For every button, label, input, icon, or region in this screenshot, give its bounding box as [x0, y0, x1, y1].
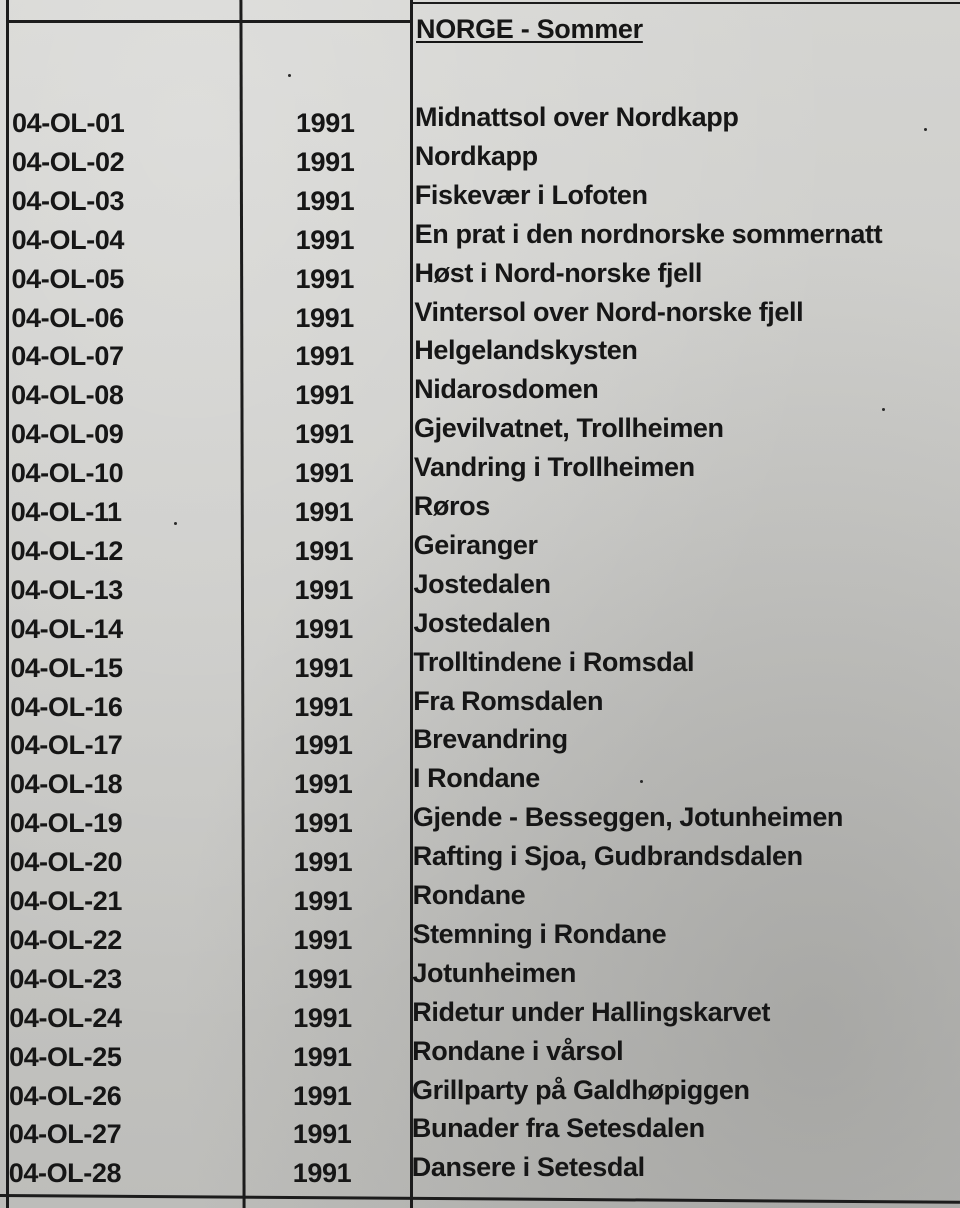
table-row — [0, 568, 959, 611]
table-row — [0, 218, 960, 261]
catalog-code: 04-OL-01 — [12, 108, 125, 138]
catalog-year: 1991 — [295, 185, 355, 216]
table-row — [0, 529, 959, 572]
catalog-title: Jotunheimen — [412, 957, 576, 988]
catalog-code: 04-OL-10 — [10, 458, 124, 489]
catalog-code: 04-OL-20 — [9, 847, 123, 878]
catalog-code: 04-OL-12 — [10, 535, 124, 566]
catalog-code: 04-OL-19 — [9, 808, 123, 839]
catalog-year: 1991 — [293, 1002, 352, 1033]
catalog-code: 04-OL-13 — [10, 574, 123, 605]
catalog-year: 1991 — [293, 847, 353, 878]
table-row — [0, 102, 960, 144]
print-speck — [640, 780, 643, 783]
catalog-year: 1991 — [294, 497, 354, 527]
catalog-code: 04-OL-09 — [11, 419, 124, 450]
catalog-title: Brevandring — [413, 724, 568, 755]
catalog-code: 04-OL-06 — [11, 302, 124, 333]
section-title: NORGE - Sommer — [416, 14, 643, 44]
catalog-year: 1991 — [293, 769, 353, 800]
catalog-title: Stemning i Rondane — [412, 918, 667, 949]
table-row — [0, 1074, 957, 1117]
catalog-title: Rafting i Sjoa, Gudbrandsdalen — [412, 841, 803, 872]
catalog-code: 04-OL-27 — [8, 1119, 122, 1150]
catalog-year: 1991 — [294, 613, 353, 644]
catalog-year: 1991 — [293, 963, 352, 994]
catalog-title: Trolltindene i Romsdal — [413, 646, 695, 677]
table-row — [0, 257, 960, 300]
print-speck — [882, 408, 885, 411]
catalog-code: 04-OL-04 — [11, 224, 124, 255]
table-row — [0, 607, 958, 650]
table-row — [0, 841, 958, 883]
catalog-title: Høst i Nord-norske fjell — [414, 257, 702, 288]
catalog-title: Helgelandskysten — [414, 335, 638, 366]
table-row — [0, 296, 959, 339]
catalog-code: 04-OL-28 — [8, 1158, 122, 1189]
catalog-title: Gjende - Besseggen, Jotunheimen — [412, 802, 844, 833]
catalog-code: 04-OL-25 — [9, 1041, 122, 1072]
catalog-code: 04-OL-15 — [10, 652, 123, 683]
catalog-title: Grillparty på Galdhøpiggen — [412, 1074, 750, 1105]
catalog-year: 1991 — [292, 1119, 352, 1150]
catalog-code: 04-OL-24 — [9, 1002, 122, 1033]
catalog-code: 04-OL-07 — [11, 341, 124, 372]
catalog-year: 1991 — [294, 458, 354, 489]
table-row — [0, 880, 958, 922]
table-row — [0, 491, 959, 533]
table-row — [0, 724, 958, 766]
catalog-title: Jostedalen — [413, 607, 551, 638]
catalog-year: 1991 — [295, 302, 354, 333]
table-row — [0, 452, 959, 494]
catalog-title: Jostedalen — [413, 568, 551, 599]
catalog-title: Bunader fra Setesdalen — [411, 1113, 705, 1144]
catalog-title: Midnattsol over Nordkapp — [415, 102, 739, 132]
catalog-code: 04-OL-23 — [9, 963, 122, 994]
catalog-year: 1991 — [293, 924, 352, 955]
table-row — [0, 918, 957, 961]
catalog-title: Røros — [413, 491, 490, 521]
catalog-year: 1991 — [296, 108, 355, 138]
catalog-code: 04-OL-11 — [10, 497, 122, 527]
catalog-year: 1991 — [294, 535, 354, 566]
table-row — [0, 1152, 957, 1194]
catalog-title: Geiranger — [413, 529, 538, 560]
catalog-title: Dansere i Setesdal — [411, 1152, 645, 1183]
catalog-year: 1991 — [294, 652, 353, 683]
table-row — [0, 335, 959, 377]
catalog-year: 1991 — [293, 1080, 352, 1111]
catalog-year: 1991 — [295, 419, 354, 450]
table-row — [0, 179, 960, 222]
catalog-year: 1991 — [295, 263, 354, 294]
catalog-code: 04-OL-17 — [10, 730, 123, 761]
print-speck — [174, 522, 177, 525]
table-row — [0, 1113, 957, 1155]
table-row — [0, 802, 958, 844]
catalog-title: Nordkapp — [414, 140, 538, 171]
catalog-title: Rondane — [412, 880, 526, 910]
table-row — [0, 140, 960, 183]
table-row — [0, 763, 958, 805]
catalog-year: 1991 — [293, 808, 353, 839]
table-row — [0, 996, 957, 1039]
catalog-title: Fra Romsdalen — [413, 685, 604, 716]
table-row — [0, 374, 959, 416]
catalog-code: 04-OL-02 — [11, 146, 125, 177]
catalog-year: 1991 — [292, 1158, 352, 1189]
catalog-year: 1991 — [293, 886, 353, 916]
catalog-title: En prat i den nordnorske sommernatt — [414, 218, 883, 249]
catalog-code: 04-OL-21 — [9, 886, 122, 916]
catalog-title: Gjevilvatnet, Trollheimen — [414, 413, 724, 444]
table-row — [0, 685, 958, 728]
catalog-code: 04-OL-26 — [9, 1080, 122, 1111]
print-speck — [924, 128, 927, 131]
table-row — [0, 957, 957, 1000]
catalog-code: 04-OL-14 — [10, 613, 123, 644]
catalog-title: Nidarosdomen — [414, 374, 599, 405]
catalog-year: 1991 — [295, 146, 355, 177]
catalog-title: Vintersol over Nord-norske fjell — [414, 296, 804, 327]
catalog-code: 04-OL-18 — [9, 769, 123, 800]
table-row — [0, 413, 959, 455]
catalog-year: 1991 — [295, 341, 354, 372]
catalog-title: Fiskevær i Lofoten — [414, 179, 648, 210]
catalog-title: I Rondane — [412, 763, 540, 794]
table-row — [0, 646, 958, 689]
catalog-year: 1991 — [295, 224, 355, 255]
catalog-title: Rondane i vårsol — [412, 1035, 624, 1066]
catalog-title: Ridetur under Hallingskarvet — [412, 996, 771, 1027]
catalog-year: 1991 — [295, 380, 354, 411]
catalog-code: 04-OL-08 — [11, 380, 124, 411]
catalog-year: 1991 — [294, 691, 353, 722]
catalog-code: 04-OL-05 — [11, 263, 124, 294]
print-speck — [288, 74, 291, 77]
catalog-code: 04-OL-03 — [11, 185, 125, 216]
table-row — [0, 1035, 957, 1078]
catalog-year: 1991 — [294, 574, 354, 605]
catalog-code: 04-OL-22 — [9, 924, 122, 955]
catalog-year: 1991 — [293, 1041, 352, 1072]
catalog-title: Vandring i Trollheimen — [413, 452, 695, 483]
catalog-code: 04-OL-16 — [10, 691, 123, 722]
catalog-year: 1991 — [294, 730, 353, 761]
